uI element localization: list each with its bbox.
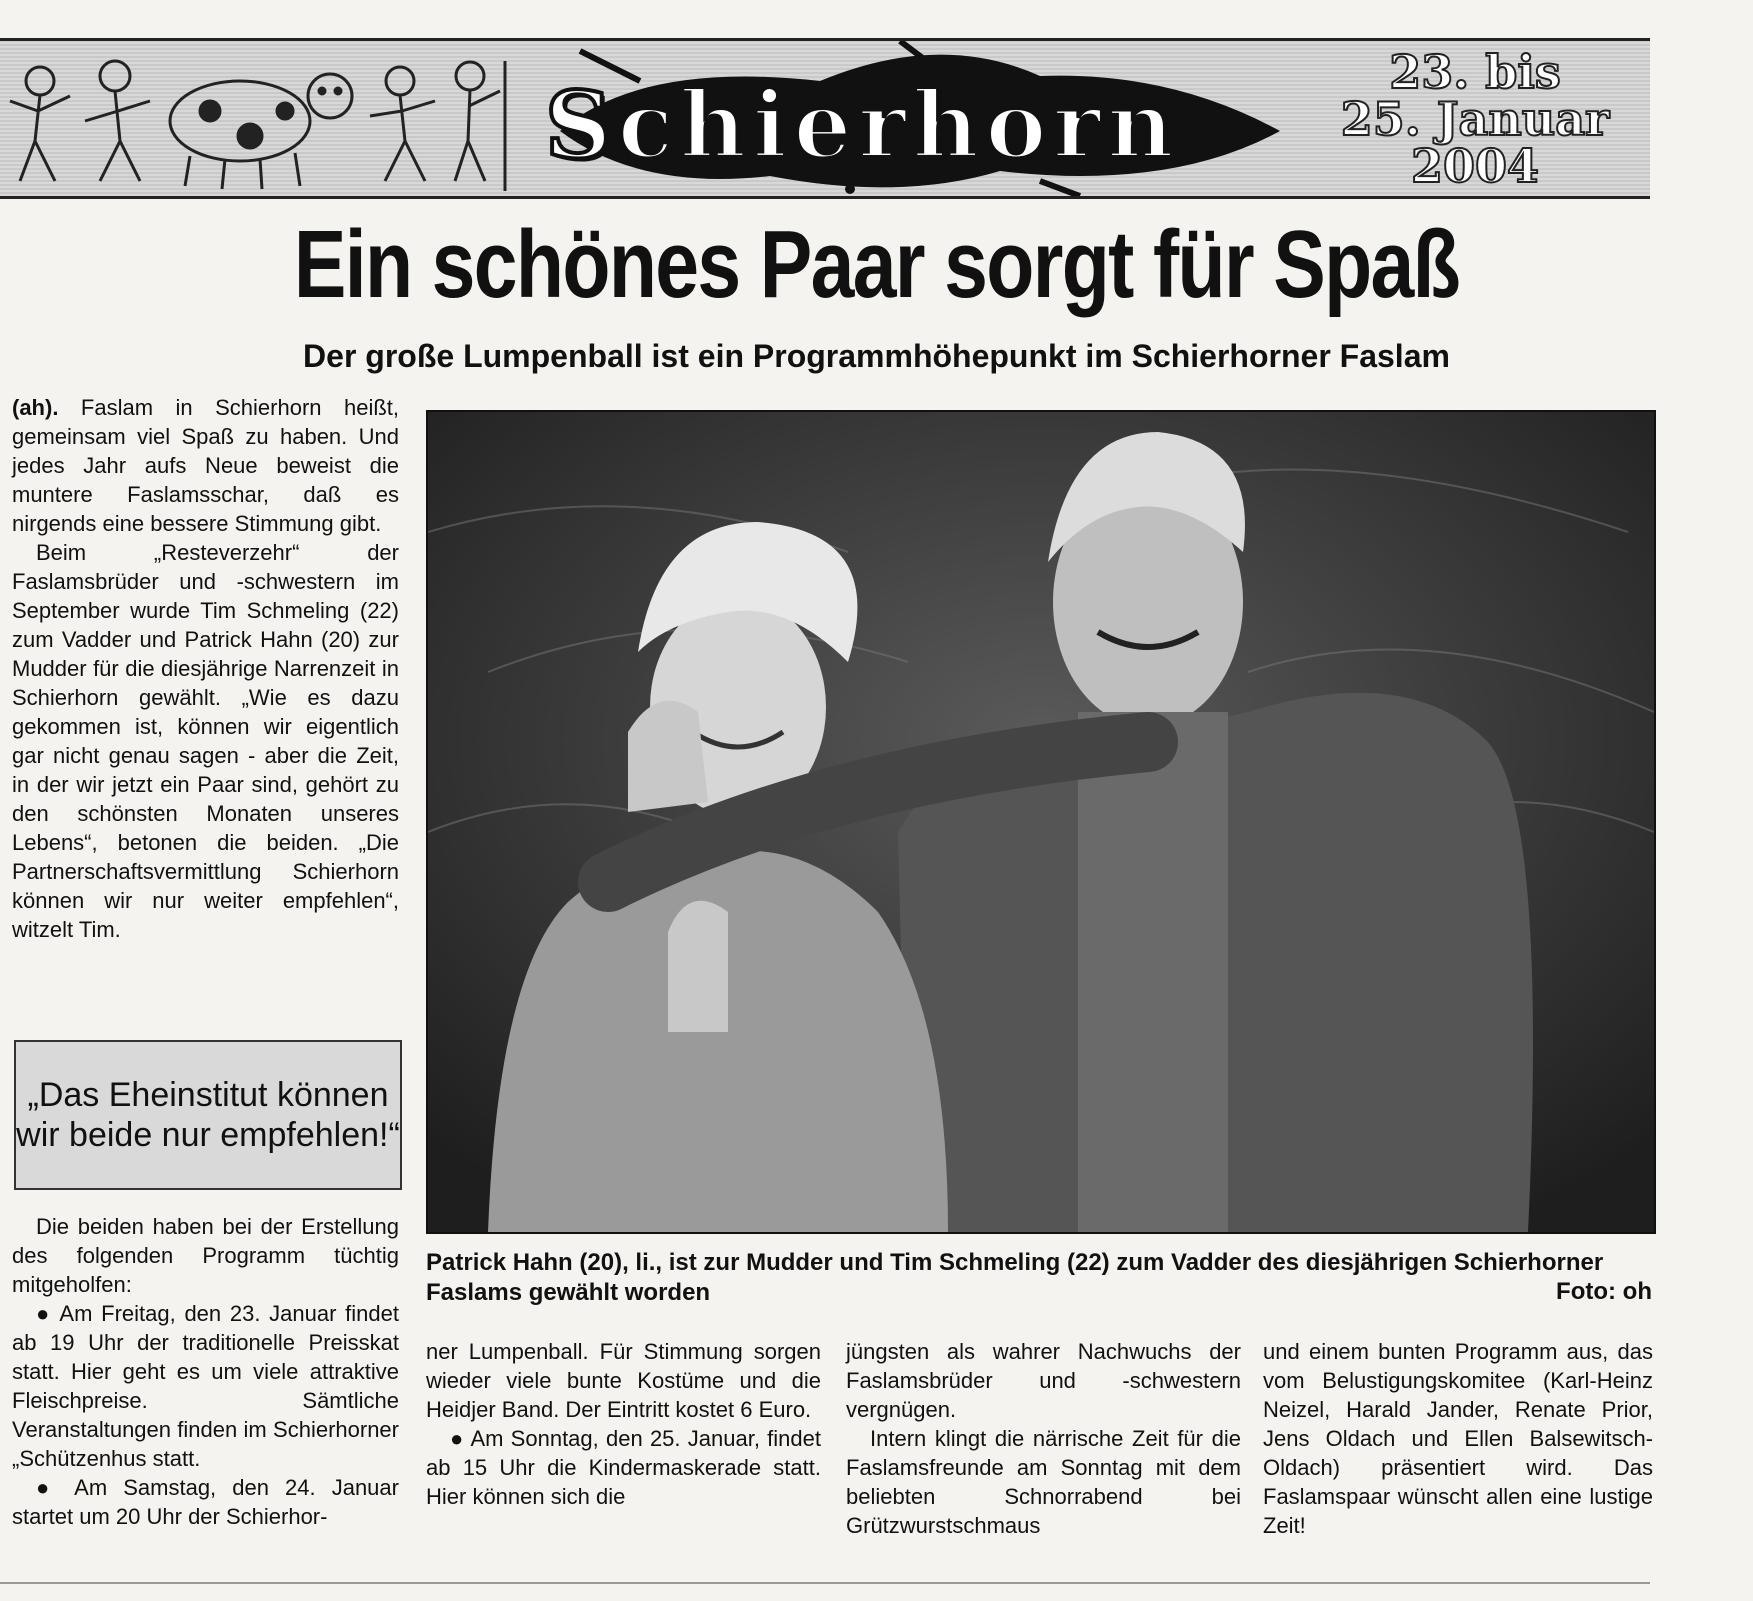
- article-photo: [426, 410, 1656, 1234]
- bullet-icon: ●: [36, 1301, 52, 1326]
- article-subheadline: Der große Lumpenball ist ein Programmhöhepunkt im Schierhorner Faslam: [303, 338, 1450, 374]
- program-item-saturday: ● Am Samstag, den 24. Januar startet um 20 Uhr der Schierhor-: [12, 1475, 399, 1529]
- program-item-friday: ● Am Freitag, den 23. Januar findet ab 19 Uhr der traditionelle Preisskat statt. Hier geht es um viele attraktive Fleischpreise. Sämtliche Veranstaltungen finden im Schierhorner „Schützenhus statt.: [12, 1301, 399, 1471]
- bottom-divider: [0, 1582, 1650, 1584]
- article-column-3: [846, 1337, 1241, 1540]
- paragraph-lumpenball: ner Lumpenball. Für Stimmung sorgen wieder viele bunte Kostüme und die Heidjer Band. Der Eintritt kostet 6 Euro.: [426, 1339, 821, 1422]
- carnival-figures-illustration: [0, 41, 520, 196]
- article-column-1-continued: [12, 1212, 399, 1531]
- masthead-banner: [0, 38, 1650, 199]
- paragraph-program-intro: Die beiden haben bei der Erstellung des folgenden Programm tüchtig mitgeholfen:: [12, 1214, 399, 1297]
- date-line-1: 23. bis: [1389, 45, 1561, 99]
- article-column-1: [12, 393, 399, 944]
- bullet-icon: ●: [36, 1475, 60, 1500]
- pull-quote-box: [14, 1040, 402, 1190]
- photo-caption: Patrick Hahn (20), li., ist zur Mudder und Tim Schmeling (22) zum Vadder des diesjährigen Schierhorner Faslams gewählt worden: [426, 1249, 1604, 1306]
- bullet-icon: ●: [450, 1426, 465, 1451]
- photo-credit: Foto: oh: [1556, 1278, 1652, 1305]
- paragraph-sunday-evening: Intern klingt die närrische Zeit für die Faslamsfreunde am Sonntag mit dem beliebten Schnorrabend bei Grützwurstschmaus: [846, 1426, 1241, 1538]
- article-headline: Ein schönes Paar sorgt für Spaß: [293, 211, 1460, 318]
- banner-title: Schierhorn: [545, 71, 1180, 179]
- date-line-2: 25. Januar: [1340, 91, 1610, 146]
- pull-quote-text: „Das Eheinstitut können wir beide nur empfehlen!“: [16, 1076, 400, 1154]
- paragraph-kids: jüngsten als wahrer Nachwuchs der Faslamsbrüder und -schwestern vergnügen.: [846, 1339, 1241, 1422]
- paragraph-committee: und einem bunten Programm aus, das vom Belustigungskomitee (Karl-Heinz Neizel, Harald Jander, Renate Prior, Jens Oldach und Ellen Balsewitsch-Oldach) präsentiert wird. Das Faslamspaar wünscht allen eine lustige Zeit!: [1263, 1339, 1653, 1538]
- couple-photo-illustration: [428, 412, 1654, 1232]
- program-item-sunday: ● Am Sonntag, den 25. Januar, findet ab 15 Uhr die Kindermaskerade statt. Hier können sich die: [426, 1426, 821, 1509]
- paragraph-intro: (ah). Faslam in Schierhorn heißt, gemeinsam viel Spaß zu haben. Und jedes Jahr aufs Neue beweist die muntere Faslamsschar, daß es nirgends eine bessere Stimmung gibt.: [12, 395, 399, 536]
- banner-dates: [1300, 45, 1650, 193]
- date-line-3: 2004: [1410, 138, 1540, 193]
- article-column-2: [426, 1337, 821, 1511]
- author-tag: (ah).: [12, 395, 59, 420]
- paragraph-election: Beim „Resteverzehr“ der Faslamsbrüder und -schwestern im September wurde Tim Schmeling (22) zum Vadder und Patrick Hahn (20) zur Mudder für die diesjährige Narrenzeit in Schierhorn gewählt. „Wie es dazu gekommen ist, können wir eigentlich gar nicht genau sagen - aber die Zeit, in der wir jetzt ein Paar sind, gehört zu den schönsten Monaten unseres Lebens“, betonen die beiden. „Die Partnerschaftsvermittlung Schierhorn können wir nur weiter empfehlen“, witzelt Tim.: [12, 540, 399, 942]
- article-column-4: [1263, 1337, 1653, 1540]
